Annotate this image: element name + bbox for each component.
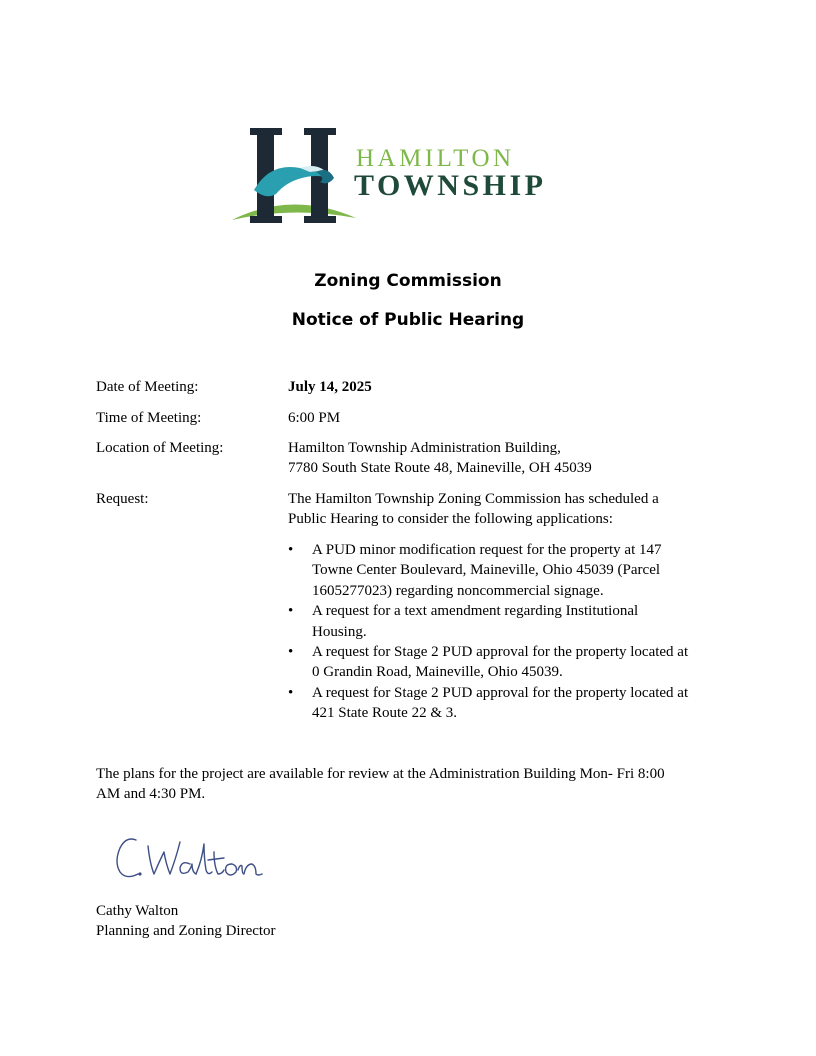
list-item [288,683,728,724]
location-line-2: 7780 South State Route 48, Maineville, OH 45039 [288,460,592,476]
date-value: July 14, 2025 [288,379,372,395]
list-item-line: Housing. [312,623,367,640]
signer-name: Cathy Walton [96,903,179,919]
bullet-icon: • [288,542,294,558]
date-label: Date of Meeting: [96,379,199,395]
time-value: 6:00 PM [288,410,341,426]
location-label: Location of Meeting: [96,440,224,456]
document-subtitle: Notice of Public Hearing [291,310,525,330]
location-line-1: Hamilton Township Administration Building, [288,440,561,456]
availability-note [96,764,726,804]
list-item-line: A request for Stage 2 PUD approval for the property located at [312,684,689,701]
list-item-line: 1605277023) regarding noncommercial signage. [312,582,604,599]
signer-block [96,901,276,941]
signature-image [110,830,270,890]
request-line-1: The Hamilton Township Zoning Commission has scheduled a [288,491,659,507]
document-title: Zoning Commission [314,271,502,291]
township-logo [230,122,590,228]
list-item-line: A request for Stage 2 PUD approval for the property located at [312,644,689,661]
signer-title: Planning and Zoning Director [96,923,276,939]
signature [110,830,270,895]
list-item-line: 0 Grandin Road, Maineville, Ohio 45039. [312,664,563,681]
request-line-2: Public Hearing to consider the following applications: [288,511,613,527]
logo-text-township: TOWNSHIP [354,169,547,202]
bullet-icon: • [288,603,294,620]
request-label: Request: [96,491,149,507]
list-item-line: Towne Center Boulevard, Maineville, Ohio 45039 (Parcel [312,562,661,579]
applications-list [288,540,728,724]
list-item-line: A PUD minor modification request for the property at 147 [312,542,662,558]
bullet-icon: • [288,684,294,701]
list-item [288,642,728,683]
request-value [288,489,728,529]
list-item [288,540,728,601]
availability-line-1: The plans for the project are available for review at the Administration Building Mon- Fri 8:00 [96,766,665,782]
list-item-line: A request for a text amendment regarding Institutional [312,603,639,620]
list-item-line: 421 State Route 22 & 3. [312,705,457,722]
location-value [288,438,728,478]
township-logo-mark [230,122,360,228]
list-item [288,601,728,642]
time-label: Time of Meeting: [96,410,202,426]
availability-line-2: AM and 4:30 PM. [96,786,206,802]
logo-text-hamilton: HAMILTON [356,145,515,172]
bullet-icon: • [288,644,294,661]
